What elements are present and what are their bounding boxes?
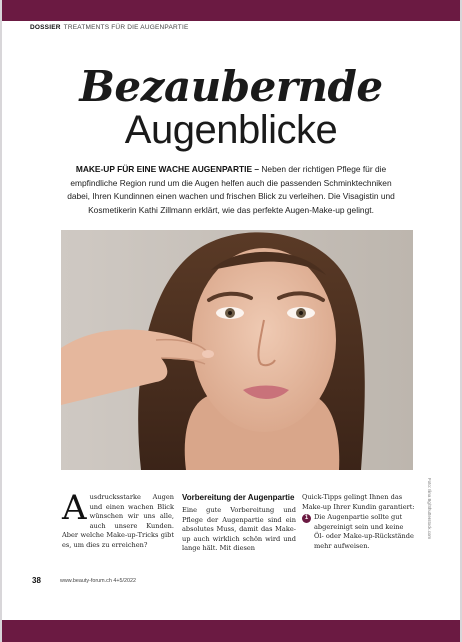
tip-text: Die Augenpartie sollte gut abgereinigt sein und keine Öl- oder Make-up-Rückstände mehr aufweisen. [314,513,414,550]
headline-line-2: Augenblicke [124,108,338,152]
footer-info [60,578,136,584]
lead-text: Neben der richtigen Pflege für die empfindliche Region rund um die Augen helfen auch die passenden Schminktechniken dabei, Ihren Kundinnen einen wachen und frischen Blick zu verleihen. Die Visagistin und Kosmetikerin Kathi Zillmann erklärt, wie das perfekte Augen-Make-up gelingt. [67,164,395,215]
magazine-page [2,0,460,642]
tip-number-badge: 1 [302,514,311,523]
page-number: 38 [32,576,41,585]
column2-text: Eine gute Vorbereitung und Pflege der Augenpartie sind ein absolutes Muss, damit das Make-up auch wirklich schön wird und lange hält. Mit diesen [182,506,296,553]
footer-issue: 4+5/2022 [113,578,136,584]
portrait-photo [61,230,413,470]
bottom-color-bar [2,620,460,642]
body-column-3 [302,493,415,552]
section-label: DOSSIER [30,24,61,31]
subsection-label: TREATMENTS FÜR DIE AUGENPARTIE [63,24,189,31]
footer-website: www.beauty-forum.ch [60,578,112,584]
lead-paragraph [66,163,396,217]
section-kicker [30,24,189,31]
tip-item [302,513,415,551]
lead-bold: MAKE-UP FÜR EINE WACHE AUGENPARTIE – [75,164,260,174]
drop-cap: A [62,488,87,528]
photo-credit: Foto: Ilina Bg/Shutterstock.com [427,478,432,540]
subheading: Vorbereitung der Augenpartie [182,493,295,502]
column1-text: usdrucksstarke Augen und einen wachen Blick wünschen wir uns alle, auch unsere Kunden. Aber welche Make-up-Tricks gibt es, um dies zu erreichen? [62,493,174,549]
column3-intro: Quick-Tipps gelingt Ihnen das Make-up Ihrer Kundin garantiert: [302,493,415,511]
top-color-bar [2,0,460,21]
body-column-2 [182,493,296,554]
headline-line-1: Bezaubernde [79,62,383,111]
body-column-1 [62,488,174,551]
